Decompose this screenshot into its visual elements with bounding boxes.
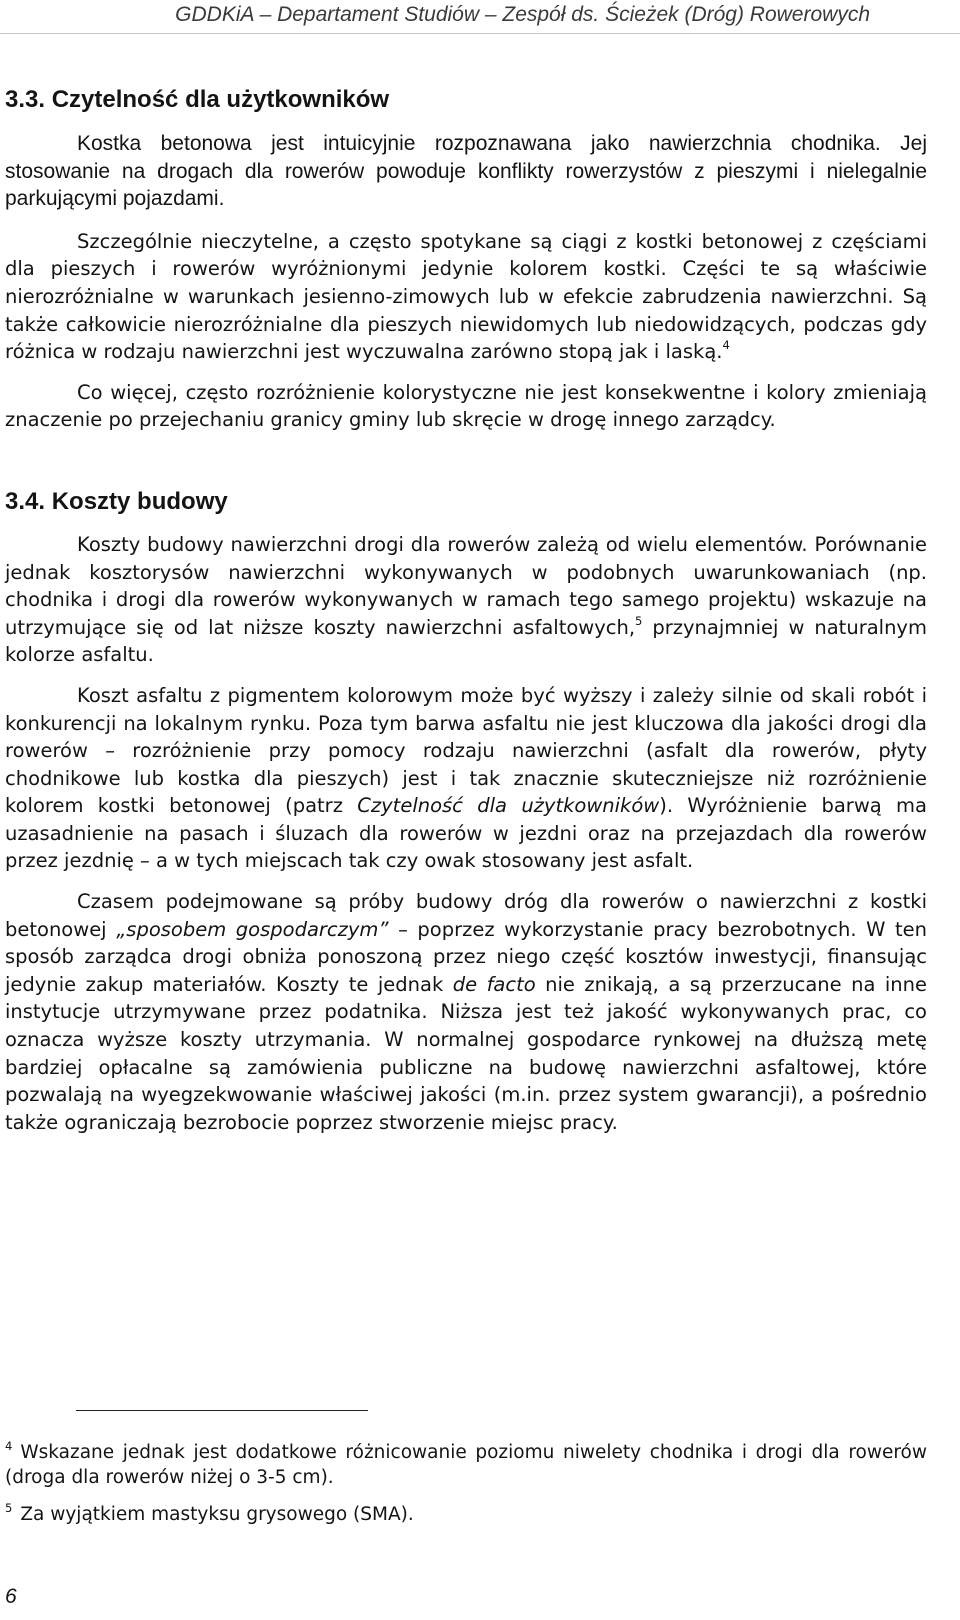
footnote-ref[interactable]: 5 — [635, 613, 643, 628]
paragraph: Co więcej, często rozróżnienie kolorystyczne nie jest konsekwentne i kolory zmieniają znaczenie po przejechaniu granicy gminy lub skręcie w drogę innego zarządcy. — [5, 380, 927, 432]
footnote-number: 5 — [5, 1501, 13, 1515]
footnote-number: 4 — [5, 1439, 13, 1453]
paragraph: Szczególnie nieczytelne, a często spotykane są ciągi z kostki betonowej z częściami dla pieszych i rowerów wyróżnionymi jedynie kolorem kostki. Części te są właściwie nierozróżnialne w warunkach jesienno-zimowych lub w efekcie zabrudzenia nawierzchni. Są także całkowicie nierozróżnialne dla pieszych niewidomych lub niedowidzących, podczas gdy różnica w rodzaju nawierzchni jest wyczuwalna zarówno stopą jak i laską.$^4$ — [5, 229, 927, 364]
document-body — [5, 85, 927, 1136]
footnote: $^5$ Za wyjątkiem mastyksu grysowego (SMA). — [5, 1501, 414, 1525]
footnote-separator — [76, 1410, 368, 1411]
cross-reference: Czytelność dla użytkowników — [357, 794, 660, 818]
section-heading-3-3: 3.3. Czytelność dla użytkowników — [5, 86, 390, 113]
paragraph: Kostka betonowa jest intuicyjnie rozpoznawana jako nawierzchnia chodnika. Jej stosowanie na drogach dla rowerów powoduje konflikty rowerzystów z pieszymi i nielegalnie parkującymi pojazdami. — [5, 132, 927, 211]
footnote: $^4$ Wskazane jednak jest dodatkowe różnicowanie poziomu niwelety chodnika i drogi dla rowerów (droga dla rowerów niżej o 3-5 cm). — [5, 1439, 927, 1488]
footnote-ref[interactable]: 4 — [722, 338, 730, 353]
paragraph: Czasem podejmowane są próby budowy dróg dla rowerów o nawierzchni z kostki betonowej „sposobem gospodarczym” – poprzez wykorzystanie pracy bezrobotnych. W ten sposób zarządca drogi obniża ponoszoną przez niego część kosztów inwestycji, finansując jedynie zakup materiałów. Koszty te jednak de facto nie znikają, a są przerzucane na inne instytucje utrzymywane przez podatnika. Niższa jest też jakość wykonywanych prac, co oznacza wyższe koszty utrzymania. W normalnej gospodarce rynkowej na dłuższą metę bardziej opłacalne są zamówienia publiczne na budowę nawierzchni asfaltowej, które pozwalają na wyegzekwowanie właściwej jakości (m.in. przez system gwarancji), a pośrednio także ograniczają bezrobocie poprzez stworzenie miejsc pracy. — [5, 890, 928, 1134]
paragraph: Koszt asfaltu z pigmentem kolorowym może być wyższy i zależy silnie od skali robót i konkurencji na lokalnym rynku. Poza tym barwa asfaltu nie jest kluczowa dla jakości drogi dla rowerów – rozróżnienie przy pomocy rodzaju nawierzchni (asfalt dla rowerów, płyty chodnikowe lub kostka dla pieszych) jest i tak znacznie skuteczniejsze niż rozróżnienie kolorem kostki betonowej (patrz Czytelność dla użytkowników). Wyróżnienie barwą ma uzasadnienie na pasach i śluzach dla rowerów w jezdni oraz na przejazdach dla rowerów przez jezdnię – a w tych miejscach tak czy owak stosowany jest asfalt. — [5, 683, 927, 873]
page-header — [0, 0, 960, 34]
paragraph: Koszty budowy nawierzchni drogi dla rowerów zależą od wielu elementów. Porównanie jednak kosztorysów nawierzchni wykonywanych w podobnych uwarunkowaniach (np. chodnika i drogi dla rowerów wykonywanych w ramach tego samego projektu) wskazuje na utrzymujące się od lat niższe koszty nawierzchni asfaltowych,$^5$ przynajmniej w naturalnym kolorze asfaltu. — [5, 532, 927, 667]
header-title: GDDKiA – Departament Studiów – Zespół ds. Ścieżek (Dróg) Rowerowych — [175, 3, 870, 26]
page-number: 6 — [5, 1585, 17, 1608]
section-heading-3-4: 3.4. Koszty budowy — [5, 487, 228, 515]
